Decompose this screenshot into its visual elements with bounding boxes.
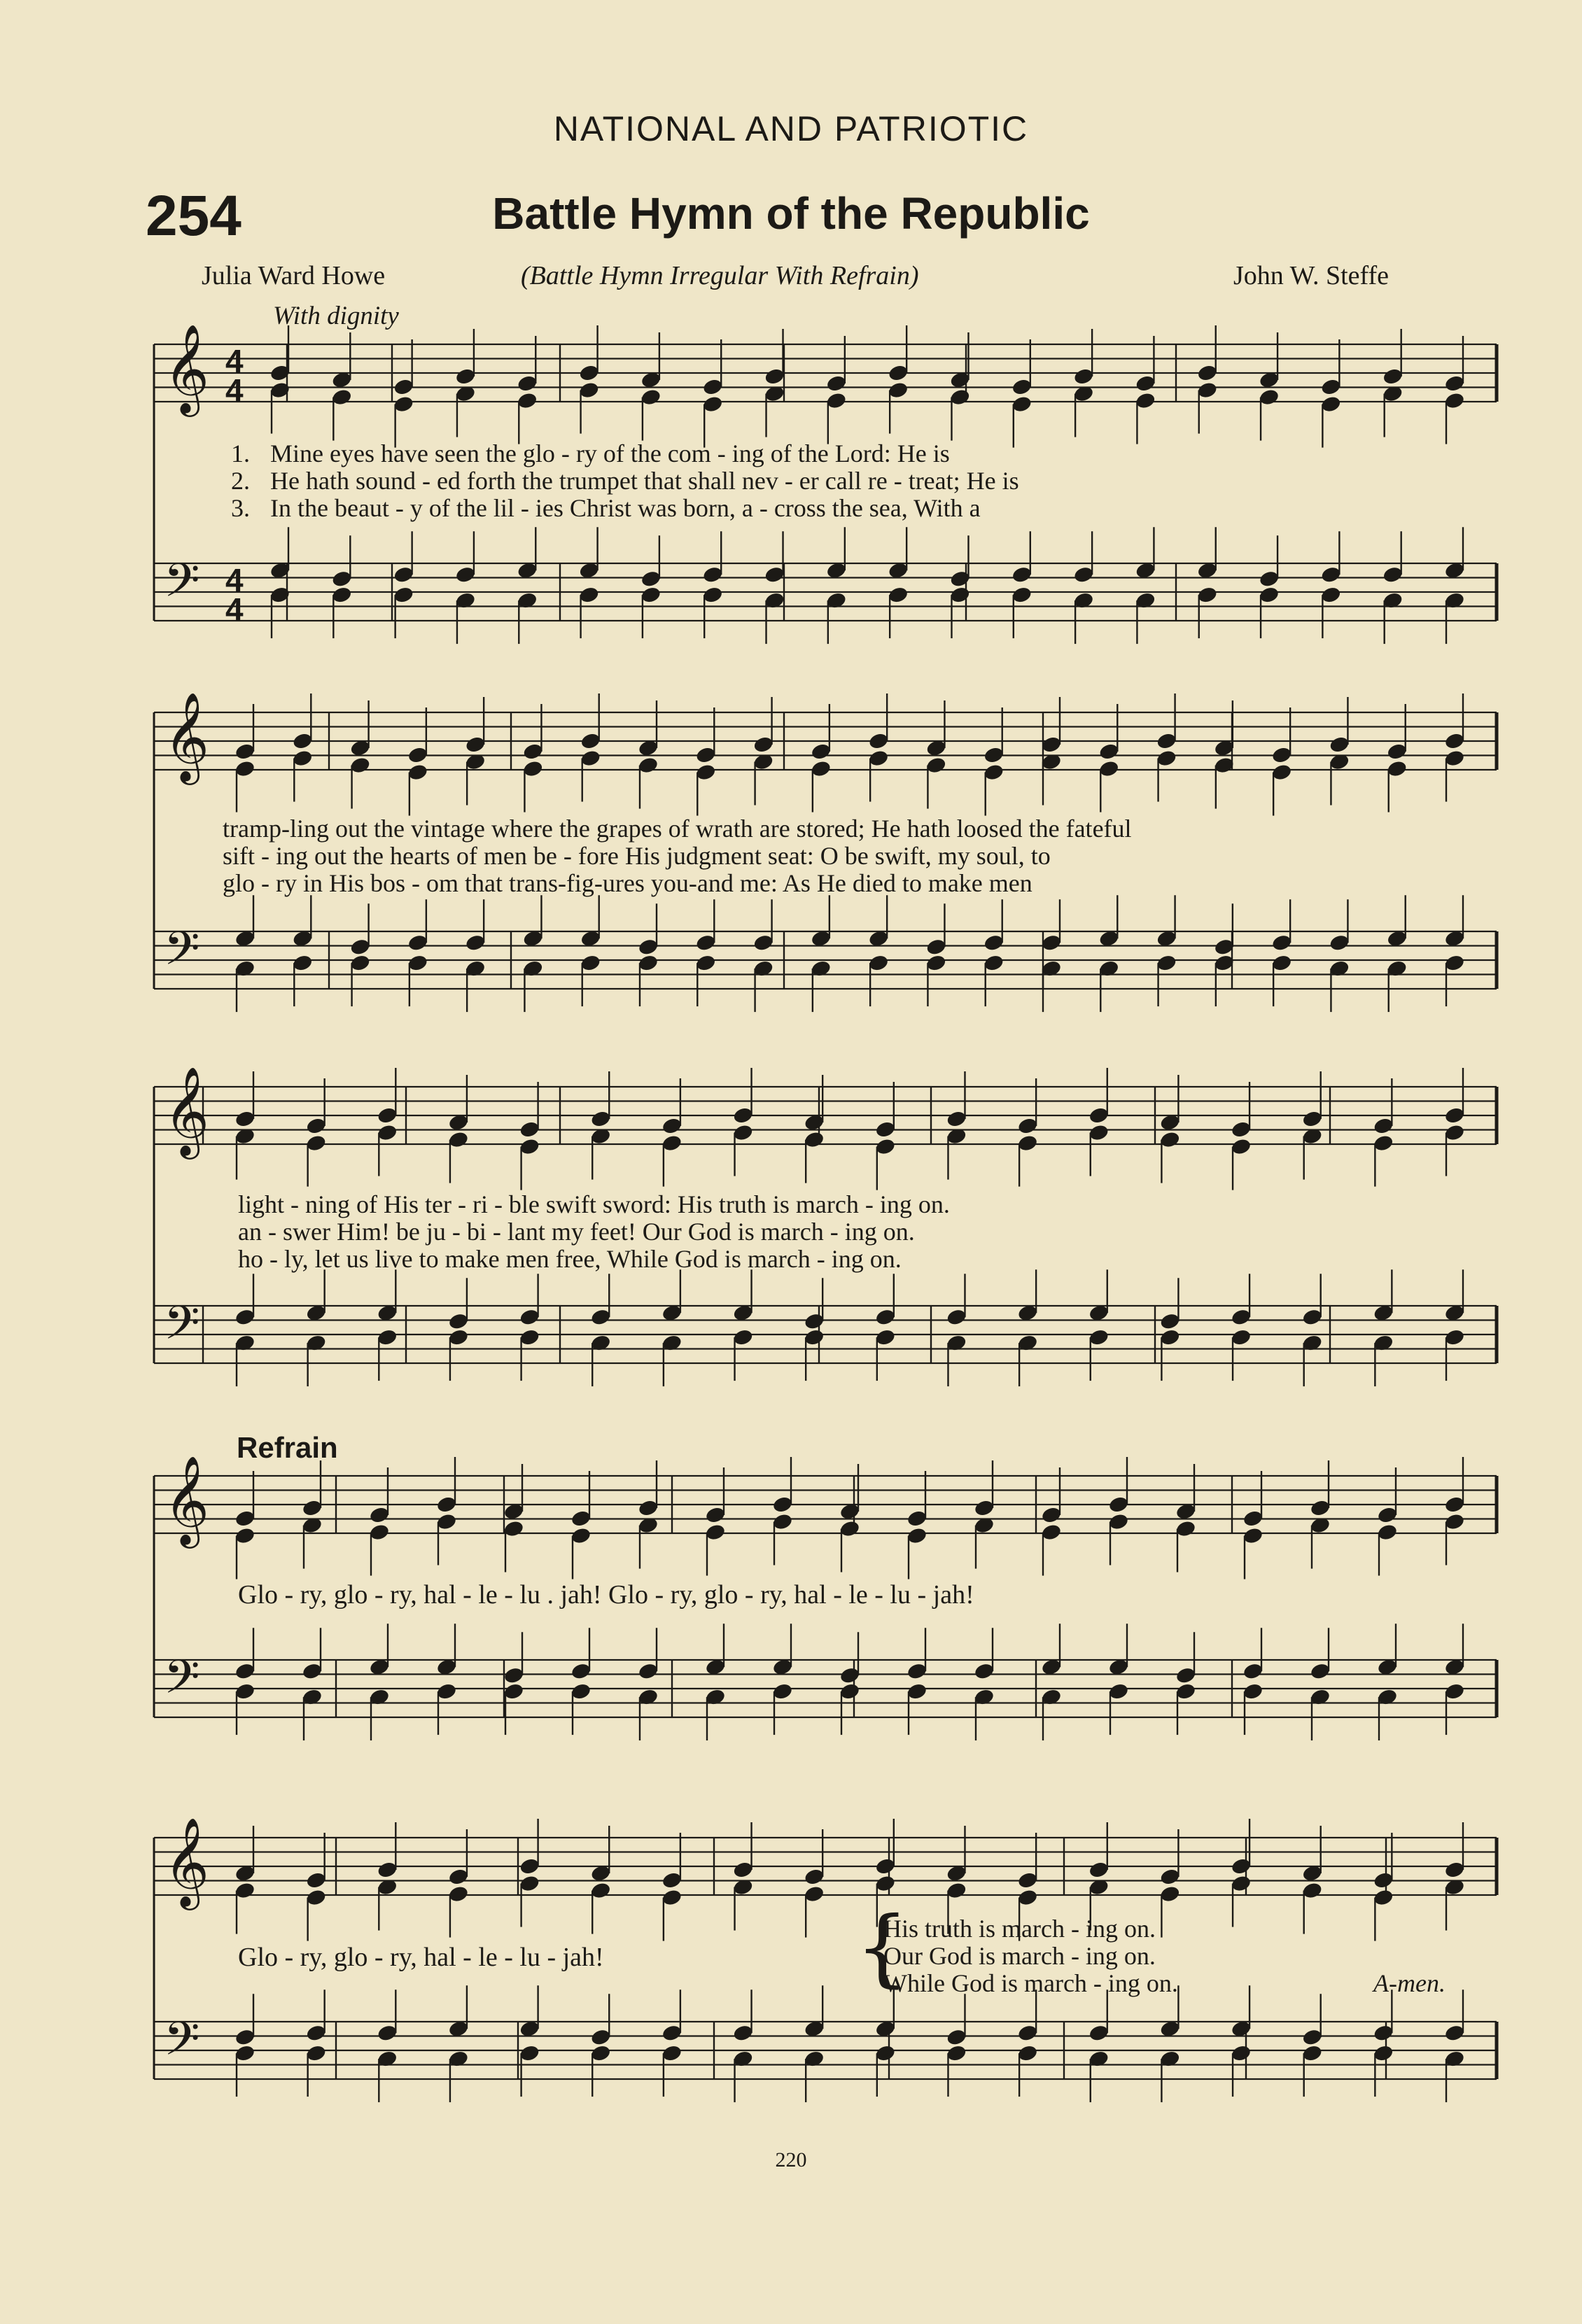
treble-clef-icon: 𝄞 bbox=[164, 1455, 210, 1544]
time-signature-denominator: 4 bbox=[225, 591, 244, 628]
verse-line: 3. In the beaut - y of the lil - ies Christ was born, a - cross the sea, With a bbox=[231, 494, 981, 522]
bass-clef-icon: 𝄢 bbox=[164, 554, 200, 619]
verse-line: glo - ry in His bos - om that trans-fig-ures you-and me: As He died to make men bbox=[223, 869, 1032, 897]
time-signature-numerator: 4 bbox=[225, 343, 244, 379]
treble-clef-icon: 𝄞 bbox=[164, 691, 210, 781]
refrain-label: Refrain bbox=[237, 1431, 338, 1464]
verse-line: an - swer Him! be ju - bi - lant my feet! Our God is march - ing on. bbox=[238, 1218, 915, 1246]
bass-clef-icon: 𝄢 bbox=[164, 1296, 200, 1361]
author-credit: Julia Ward Howe bbox=[202, 261, 386, 290]
treble-clef-icon: 𝄞 bbox=[164, 1817, 210, 1906]
verse-line: sift - ing out the hearts of men be - fore His judgment seat: O be swift, my soul, to bbox=[223, 842, 1051, 870]
tempo-marking: With dignity bbox=[273, 302, 399, 330]
refrain-line: Glo - ry, glo - ry, hal - le - lu - jah! bbox=[238, 1943, 604, 1972]
treble-clef-icon: 𝄞 bbox=[164, 1066, 210, 1155]
refrain-ending: While God is march - ing on. bbox=[883, 1969, 1178, 1997]
section-title: NATIONAL AND PATRIOTIC bbox=[553, 109, 1029, 148]
time-signature-denominator: 4 bbox=[225, 372, 244, 409]
verse-line: ho - ly, let us live to make men free, While God is march - ing on. bbox=[238, 1245, 902, 1273]
tune-info: (Battle Hymn Irregular With Refrain) bbox=[521, 261, 919, 290]
verse-line: tramp-ling out the vintage where the grapes of wrath are stored; He hath loosed the fateful bbox=[223, 815, 1132, 843]
time-signature-numerator: 4 bbox=[225, 562, 244, 598]
verse-line: 1. Mine eyes have seen the glo - ry of the com - ing of the Lord: He is bbox=[231, 439, 950, 467]
refrain-ending: His truth is march - ing on. bbox=[883, 1915, 1156, 1943]
verse-line: light - ning of His ter - ri - ble swift sword: His truth is march - ing on. bbox=[238, 1190, 950, 1218]
bass-clef-icon: 𝄢 bbox=[164, 1650, 200, 1715]
verse-brace: { bbox=[855, 1899, 909, 1996]
page-number: 220 bbox=[775, 2148, 807, 2171]
hymn-title: Battle Hymn of the Republic bbox=[492, 188, 1090, 239]
composer-credit: John W. Steffe bbox=[1233, 261, 1390, 290]
hymn-number: 254 bbox=[146, 184, 241, 248]
bass-clef-icon: 𝄢 bbox=[164, 922, 200, 987]
bass-clef-icon: 𝄢 bbox=[164, 2012, 200, 2077]
amen: A-men. bbox=[1373, 1969, 1446, 1997]
verse-line: 2. He hath sound - ed forth the trumpet that shall nev - er call re - treat; He is bbox=[231, 467, 1019, 495]
refrain-ending: Our God is march - ing on. bbox=[883, 1942, 1156, 1970]
refrain-line: Glo - ry, glo - ry, hal - le - lu . jah! Glo - ry, glo - ry, hal - le - lu - jah! bbox=[238, 1580, 974, 1610]
treble-clef-icon: 𝄞 bbox=[164, 323, 210, 413]
